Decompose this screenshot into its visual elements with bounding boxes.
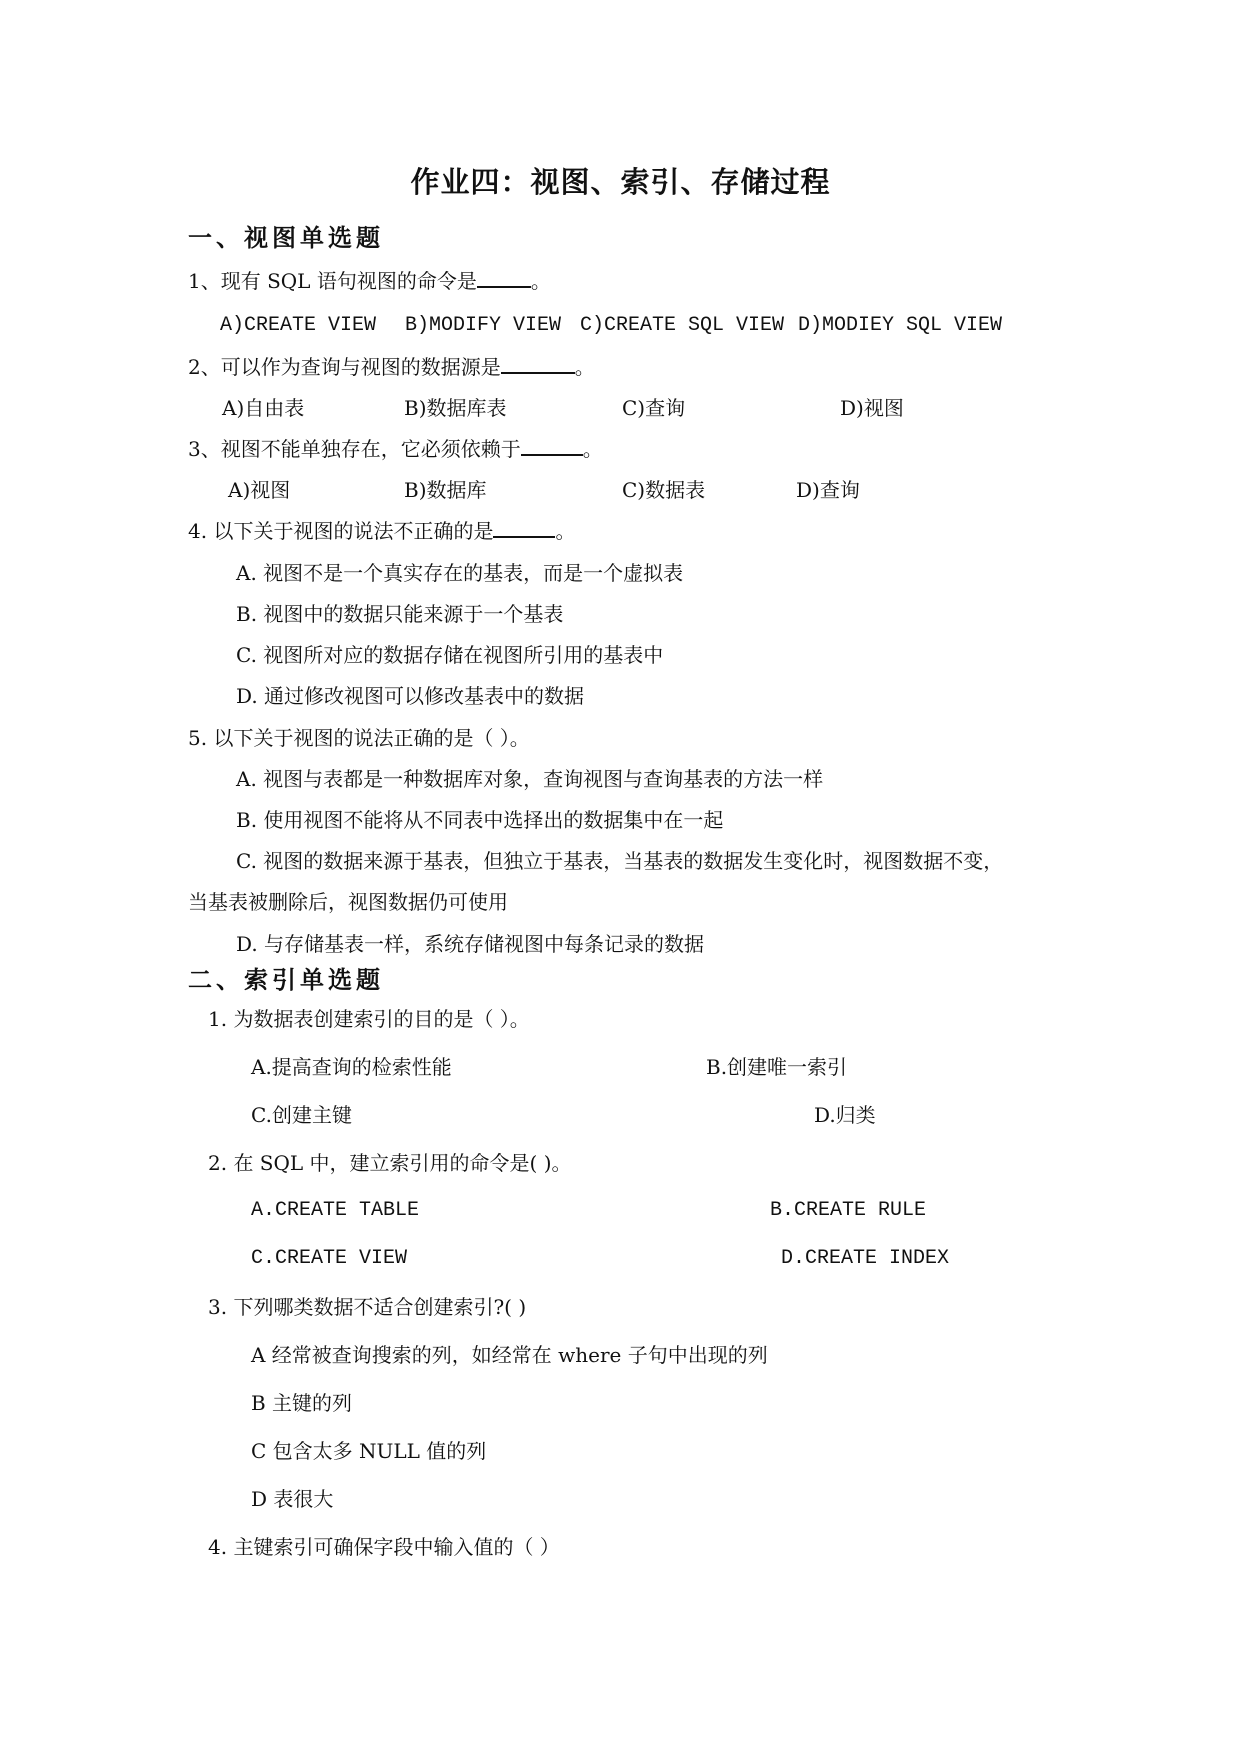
index-question-1-option-b: B.创建唯一索引 [706, 1055, 848, 1079]
question-3-stem [188, 436, 603, 462]
answer-blank [501, 354, 575, 374]
section-heading-indexes: 二、索引单选题 [188, 966, 384, 994]
index-question-1-option-a: A.提高查询的检索性能 [251, 1055, 452, 1079]
index-question-2-option-c: C.CREATE VIEW [251, 1247, 408, 1270]
index-question-3-option-b: B 主键的列 [251, 1391, 353, 1415]
question-3-option-d: D)查询 [796, 478, 860, 502]
question-2-option-a: A)自由表 [222, 396, 305, 420]
question-3-stem-text: 3、视图不能单独存在，它必须依赖于 [188, 437, 521, 461]
question-1-option-b: B)MODIFY VIEW [405, 314, 562, 337]
question-1-option-a: A)CREATE VIEW [220, 314, 377, 337]
question-4-stem [188, 518, 575, 544]
question-5-option-c-continued: 当基表被删除后，视图数据仍可使用 [188, 890, 508, 914]
question-2-option-b: B)数据库表 [404, 396, 507, 420]
index-question-2-option-d: D.CREATE INDEX [781, 1247, 950, 1270]
answer-blank [521, 436, 583, 456]
index-question-1-option-d: D.归类 [814, 1103, 876, 1127]
question-1-option-d: D)MODIEY SQL VIEW [798, 314, 1003, 337]
question-4-stem-text: 4. 以下关于视图的说法不正确的是 [188, 519, 494, 543]
question-5-option-d: D. 与存储基表一样，系统存储视图中每条记录的数据 [236, 932, 705, 956]
index-question-3-option-a: A 经常被查询搜索的列，如经常在 where 子句中出现的列 [251, 1343, 768, 1367]
question-4-option-a: A. 视图不是一个真实存在的基表，而是一个虚拟表 [236, 561, 684, 585]
section-heading-views: 一、视图单选题 [188, 224, 384, 252]
question-5-option-b: B. 使用视图不能将从不同表中选择出的数据集中在一起 [236, 808, 724, 832]
index-question-2-option-a: A.CREATE TABLE [251, 1199, 420, 1222]
question-4-option-b: B. 视图中的数据只能来源于一个基表 [236, 602, 564, 626]
answer-blank [477, 268, 531, 288]
question-5-stem: 5. 以下关于视图的说法正确的是（ ）。 [188, 726, 530, 750]
question-3-stem-end: 。 [582, 437, 603, 461]
index-question-2-stem: 2. 在 SQL 中，建立索引用的命令是( )。 [208, 1151, 572, 1175]
question-2-stem [188, 354, 595, 380]
question-4-stem-end: 。 [555, 519, 576, 543]
index-question-1-stem: 1. 为数据表创建索引的目的是（ ）。 [208, 1007, 530, 1031]
question-4-option-c: C. 视图所对应的数据存储在视图所引用的基表中 [236, 643, 664, 667]
question-2-option-c: C)查询 [622, 396, 686, 420]
question-2-option-d: D)视图 [840, 396, 904, 420]
question-5-option-a: A. 视图与表都是一种数据库对象，查询视图与查询基表的方法一样 [236, 767, 824, 791]
question-2-stem-end: 。 [574, 355, 595, 379]
question-3-option-b: B)数据库 [404, 478, 487, 502]
index-question-3-option-d: D 表很大 [251, 1487, 334, 1511]
question-2-stem-text: 2、可以作为查询与视图的数据源是 [188, 355, 501, 379]
document-title: 作业四：视图、索引、存储过程 [410, 165, 831, 199]
question-3-option-c: C)数据表 [622, 478, 706, 502]
question-4-option-d: D. 通过修改视图可以修改基表中的数据 [236, 684, 585, 708]
question-1-option-c: C)CREATE SQL VIEW [580, 314, 785, 337]
index-question-2-option-b: B.CREATE RULE [770, 1199, 927, 1222]
question-3-option-a: A)视图 [228, 478, 291, 502]
question-1-stem [188, 268, 551, 294]
index-question-4-stem: 4. 主键索引可确保字段中输入值的（ ） [208, 1535, 560, 1559]
question-5-option-c: C. 视图的数据来源于基表，但独立于基表，当基表的数据发生变化时，视图数据不变， [236, 849, 1004, 873]
index-question-3-option-c: C 包含太多 NULL 值的列 [251, 1439, 487, 1463]
question-1-stem-text: 1、现有 SQL 语句视图的命令是 [188, 269, 477, 293]
question-1-stem-end: 。 [530, 269, 551, 293]
index-question-3-stem: 3. 下列哪类数据不适合创建索引?( ) [208, 1295, 527, 1319]
answer-blank [493, 518, 555, 538]
index-question-1-option-c: C.创建主键 [251, 1103, 352, 1127]
